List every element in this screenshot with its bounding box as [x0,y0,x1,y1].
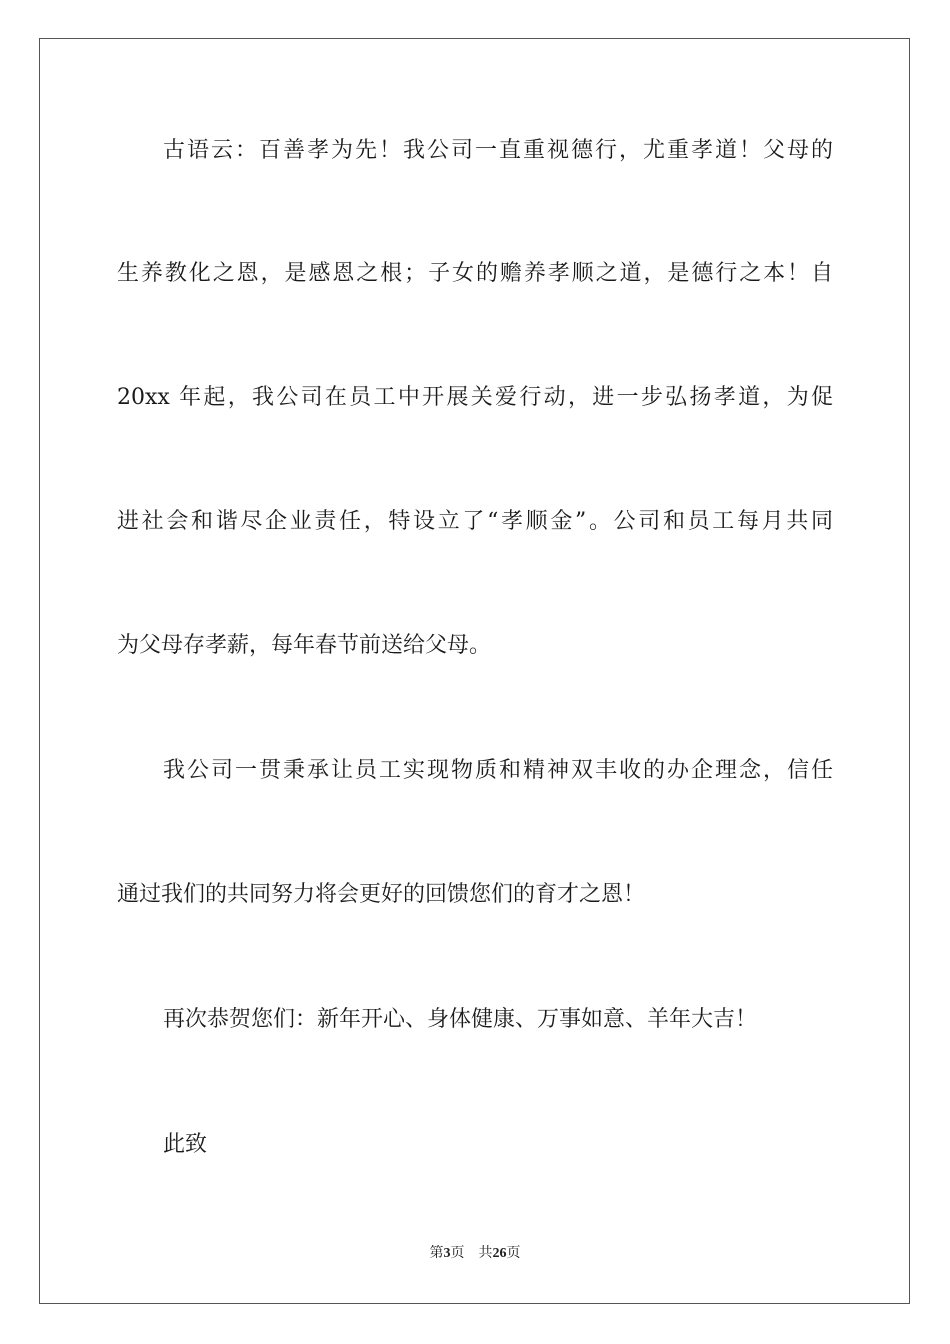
footer-page-number: 3 [443,1246,451,1261]
paragraph-1-line-1: 古语云：百善孝为先！我公司一直重视德行，尤重孝道！父母的 [163,138,833,163]
page-border [39,38,910,1304]
footer-total-prefix: 共 [478,1246,493,1261]
footer-page-suffix: 页 [450,1246,465,1261]
footer-total-suffix: 页 [506,1246,521,1261]
footer-page-prefix: 第 [429,1246,444,1261]
greeting-line: 再次恭贺您们：新年开心、身体健康、万事如意、羊年大吉！ [163,1007,758,1032]
paragraph-1-line-2: 生养教化之恩，是感恩之根；子女的赡养孝顺之道，是德行之本！自 [117,261,833,286]
paragraph-1-line-3: 20xx 年起，我公司在员工中开展关爱行动，进一步弘扬孝道，为促 [117,385,833,410]
footer-total-pages: 26 [492,1246,507,1261]
paragraph-1-line-4: 进社会和谐尽企业责任，特设立了“孝顺金”。公司和员工每月共同 [117,509,833,534]
paragraph-2-line-1: 我公司一贯秉承让员工实现物质和精神双丰收的办企理念，信任 [163,758,833,783]
paragraph-2-line-2: 通过我们的共同努力将会更好的回馈您们的育才之恩！ [117,882,646,907]
closing-line: 此致 [163,1132,208,1157]
paragraph-1-line-5: 为父母存孝薪，每年春节前送给父母。 [117,633,492,658]
page-footer [0,1244,950,1264]
